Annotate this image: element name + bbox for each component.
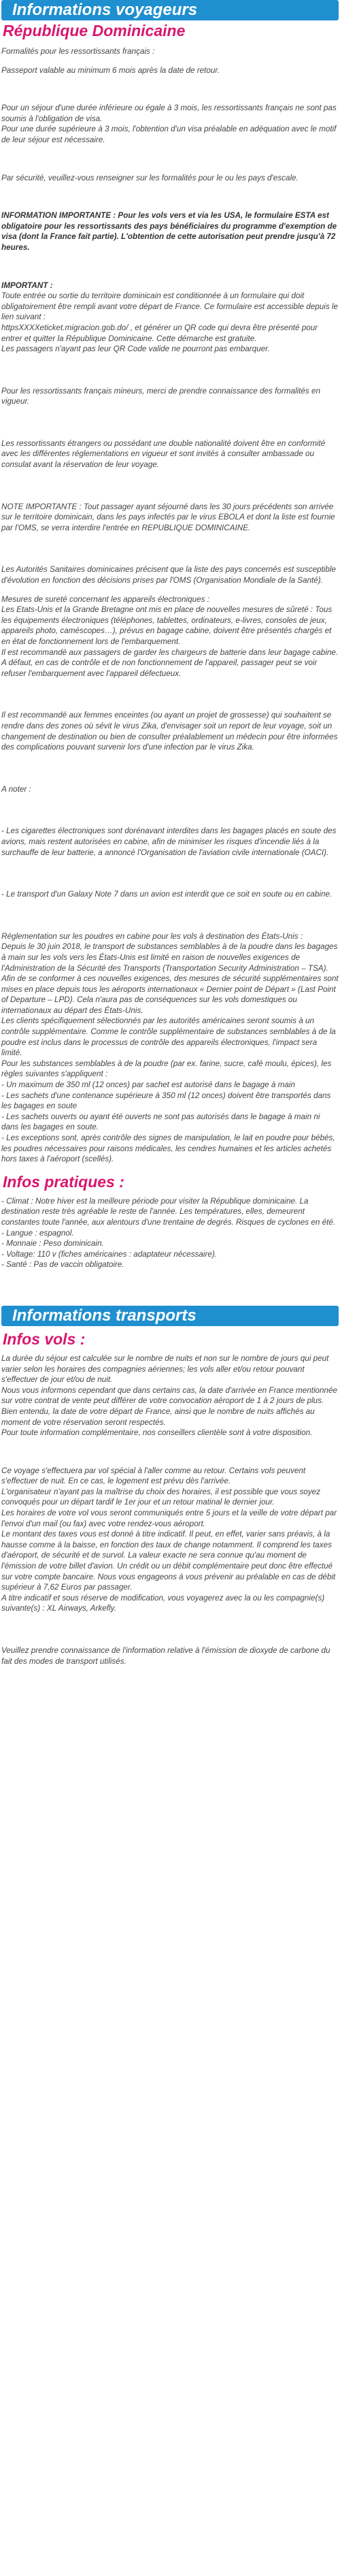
co2-notice: Veuillez prendre connaissance de l'information relative à l'émission de dioxyde de carbone du fait des modes de transport utilisés. — [1, 1646, 330, 1666]
transport-info-banner: Informations transports — [1, 1306, 339, 1326]
special-flight-paragraph: Ce voyage s'effectuera par vol spécial à l'aller comme au retour. Certains vols peuvent s'effectuer de nuit. En ce cas, le logement est prévu dès l'arrivée. L'organisateur n'ayant pas la maîtrise du choix des horaires, il est possible que vous soyez convoqués pour un départ tardif le 1er jour et un retour matinal le dernier jour. Les horaires de votre vol vous seront communiqués entre 5 jours et la veille de votre départ par l'envoi d'un mail (ou fax) avec votre rendez-vous aéroport. Le montant des taxes vous est donné à titre indicatif. Il peut, en effet, varier sans préavis, à la hausse comme à la baisse, en fonction des taux de change notamment. Il comprend les taxes d'aéroport, de sécurité et de survol. La valeur exacte ne sera connue qu'au moment de l'émission de votre billet d'avion. Un crédit ou un débit complémentaire peut donc être effectué sur votre compte bancaire. Nous vous engageons à vous prévenir au préalable en cas de débit supérieur à 7,62 Euros par passager. A titre indicatif et sous réserve de modification, vous voyagerez avec la ou les compagnie(s) suivante(s) : XL Airways, Arkefly. — [1, 1466, 337, 1613]
practical-info-list: - Climat : Notre hiver est la meilleure période pour visiter la République dominicaine. La destination reste très agréable le reste de l'année. Les températures, elles, demeurent constantes toute l'année, aux alentours d'une trentaine de degrés. Risques de cyclones en été. - Langue : espagnol. - Monnaie : Peso dominicain. - Voltage: 110 v (fiches américaines : adaptateur nécessaire). - Santé : Pas de vaccin obligatoire. — [1, 1196, 336, 1270]
foreign-nationals-notice: Les ressortissants étrangers ou possédant une double nationalité doivent être en conformité avec les différentes réglementations en vigueur et sont invités à consulter ambassade ou consulat avant la réservation de leur voyage. — [1, 438, 326, 470]
zika-notice: Il est recommandé aux femmes enceintes (ou ayant un projet de grossesse) qui souhaitent se rendre dans des zones où sévit le virus Zika, d'envisager soit un report de leur voyage, soit un changement de destination ou bien de consulter préalablement un médecin pour être informées des complications pouvant survenir lors d'une infection par le virus Zika. — [1, 711, 338, 752]
visa-paragraph: Pour un séjour d'une durée inférieure ou égale à 3 mois, les ressortissants français ne sont pas soumis à l'obligation de visa. Pour une durée supérieure à 3 mois, l'obtention d'un visa préalable en adéquation avec le motif de leur séjour est nécessaire. — [1, 103, 337, 144]
travel-info-content — [1, 46, 339, 1165]
flights-heading: Infos vols : — [3, 1330, 86, 1348]
important-title: IMPORTANT : — [1, 280, 53, 290]
passport-requirement: Passeport valable au minimum 6 mois après la date de retour. — [1, 65, 220, 75]
practical-info-content — [1, 1196, 339, 1270]
powder-regulation: Réglementation sur les poudres en cabine pour les vols à destination des États-Unis : Depuis le 30 juin 2018, le transport de substances semblables à de la poudre dans les bagages à main sur les vols vers les États-Unis est limité en raison de nouvelles exigences de l'Administration de la Sécurité des Transports (Transportation Security Administration – TSA). Afin de se conformer à ces nouvelles exigences, des mesures de sécurité supplémentaires sont mises en place depuis tous les aéroports internationaux « Dernier point de Départ » (Last Point of Departure – LPD). Cela n'aura pas de conséquences sur les vols domestiques ou internationaux au départ des États-Unis. Les clients spécifiquement sélectionnés par les autorités américaines seront soumis à un contrôle supplémentaire. Comme le contrôle supplémentaire de substances semblables à de la poudre est inclus dans le processus de contrôle des appareils électroniques, l'impact sera limité. Pour les substances semblables à de la poudre (par ex. farine, sucre, café moulu, épices), les règles suivantes s'appliquent : - Un maximum de 350 ml (12 onces) par sachet est autorisé dans le bagage à main - Les sachets d'une contenance supérieure à 350 ml (12 onces) doivent être transportés dans les bagages en soute - Les sachets ouverts ou ayant été ouverts ne sont pas autorisés dans le bagage à main ni dans les bagages en soute. - Les exceptions sont, après contrôle des signes de manipulation, le lait en poudre pour bébés, les poudres nécessaires pour raisons médicales, les cendres humaines et les articles achetés hors taxes à l'aéroport (scellés). — [1, 931, 339, 1164]
health-authorities: Les Autorités Sanitaires dominicaines précisent que la liste des pays concernés est susceptible d'évolution en fonction des décisions prises par l'OMS (Organisation Mondiale de la Santé). — [1, 565, 337, 585]
e-cigarette-notice: - Les cigarettes électroniques sont dorénavant interdites dans les bagages placés en soute des avions, mais restent autorisées en cabine, afin de minimiser les risques d'incendie liés à la surchauffe de leur batterie, a annoncé l'Organisation de l'aviation civile internationale (OACI). — [1, 826, 337, 857]
practical-info-heading: Infos pratiques : — [3, 1172, 124, 1191]
flights-content — [1, 1353, 339, 1667]
ebola-note: NOTE IMPORTANTE : Tout passager ayant séjourné dans les 30 jours précédents son arrivée sur le territoire dominicain, dans les pays infectés par le virus EBOLA et dont la liste est fournie par l'OMS, se verra interdire l'entrée en REPUBLIQUE DOMINICAINE. — [1, 502, 335, 532]
stopover-notice: Par sécurité, veuillez-vous renseigner sur les formalités pour le ou les pays d'escale. — [1, 173, 299, 182]
formalities-heading: Formalités pour les ressortissants français : — [1, 47, 155, 56]
esta-important: INFORMATION IMPORTANTE : Pour les vols vers et via les USA, le formulaire ESTA est obligatoire pour les ressortissants des pays bénéficiaires du programme d'exemption de visa (dont la France fait partie). L'obtention de cette autorisation peut prendre jusqu'à 72 heures. — [1, 211, 337, 252]
minors-notice: Pour les ressortissants français mineurs, merci de prendre connaissance des formalités en vigueur. — [1, 386, 321, 406]
travel-info-banner: Informations voyageurs — [1, 0, 339, 20]
galaxy-note-notice: - Le transport d'un Galaxy Note 7 dans un avion est interdit que ce soit en soute ou en cabine. — [1, 890, 333, 899]
electronics-measures: Mesures de sureté concernant les appareils électroniques : Les Etats-Unis et la Grande Bretagne ont mis en place de nouvelles mesures de sûreté : Tous les équipements électroniques (téléphones, tablettes, ordinateurs, e-livres, consoles de jeux, appareils photo, caméscopes…), prévus en bagage cabine, doivent être présentés chargés et en état de fonctionnement lors de l'embarquement. Il est recommandé aux passagers de garder les chargeurs de batterie dans leur bagage cabine. A défaut, en cas de contrôle et de non fonctionnement de l'appareil, passager peut se voir refuser l'embarquement avec l'appareil défectueux. — [1, 594, 339, 678]
qr-code-paragraph: Toute entrée ou sortie du territoire dominicain est conditionnée à un formulaire qui doit obligatoirement être rempli avant votre départ de France. Ce formulaire est accessible depuis le lien suivant : httpsXXXXeticket.migracion.gob.do/ , et générer un QR code qui devra être présenté pour entrer et quitter la République Dominicaine. Cette démarche est gratuite. Les passagers n'ayant pas leur QR Code valide ne pourront pas embarquer. — [1, 291, 339, 354]
section-spacer — [1, 1278, 339, 1306]
note-heading: A noter : — [1, 784, 31, 794]
country-title: République Dominicaine — [3, 22, 186, 39]
stay-duration-paragraph: La durée du séjour est calculée sur le nombre de nuits et non sur le nombre de jours qui peut varier selon les horaires des compagnies aériennes; les vols aller et/ou retour pouvant s'effectuer de jour et/ou de nuit. Nous vous informons cependant que dans certains cas, la date d'arrivée en France mentionnée sur votre contrat de vente peut différer de votre convocation aéroport de 1 à 2 jours de plus. Bien entendu, la date de votre départ de France, ainsi que le nombre de nuits affichés au moment de votre réservation seront respectés. Pour toute information complémentaire, nos conseillers clientèle sont à votre disposition. — [1, 1353, 338, 1438]
